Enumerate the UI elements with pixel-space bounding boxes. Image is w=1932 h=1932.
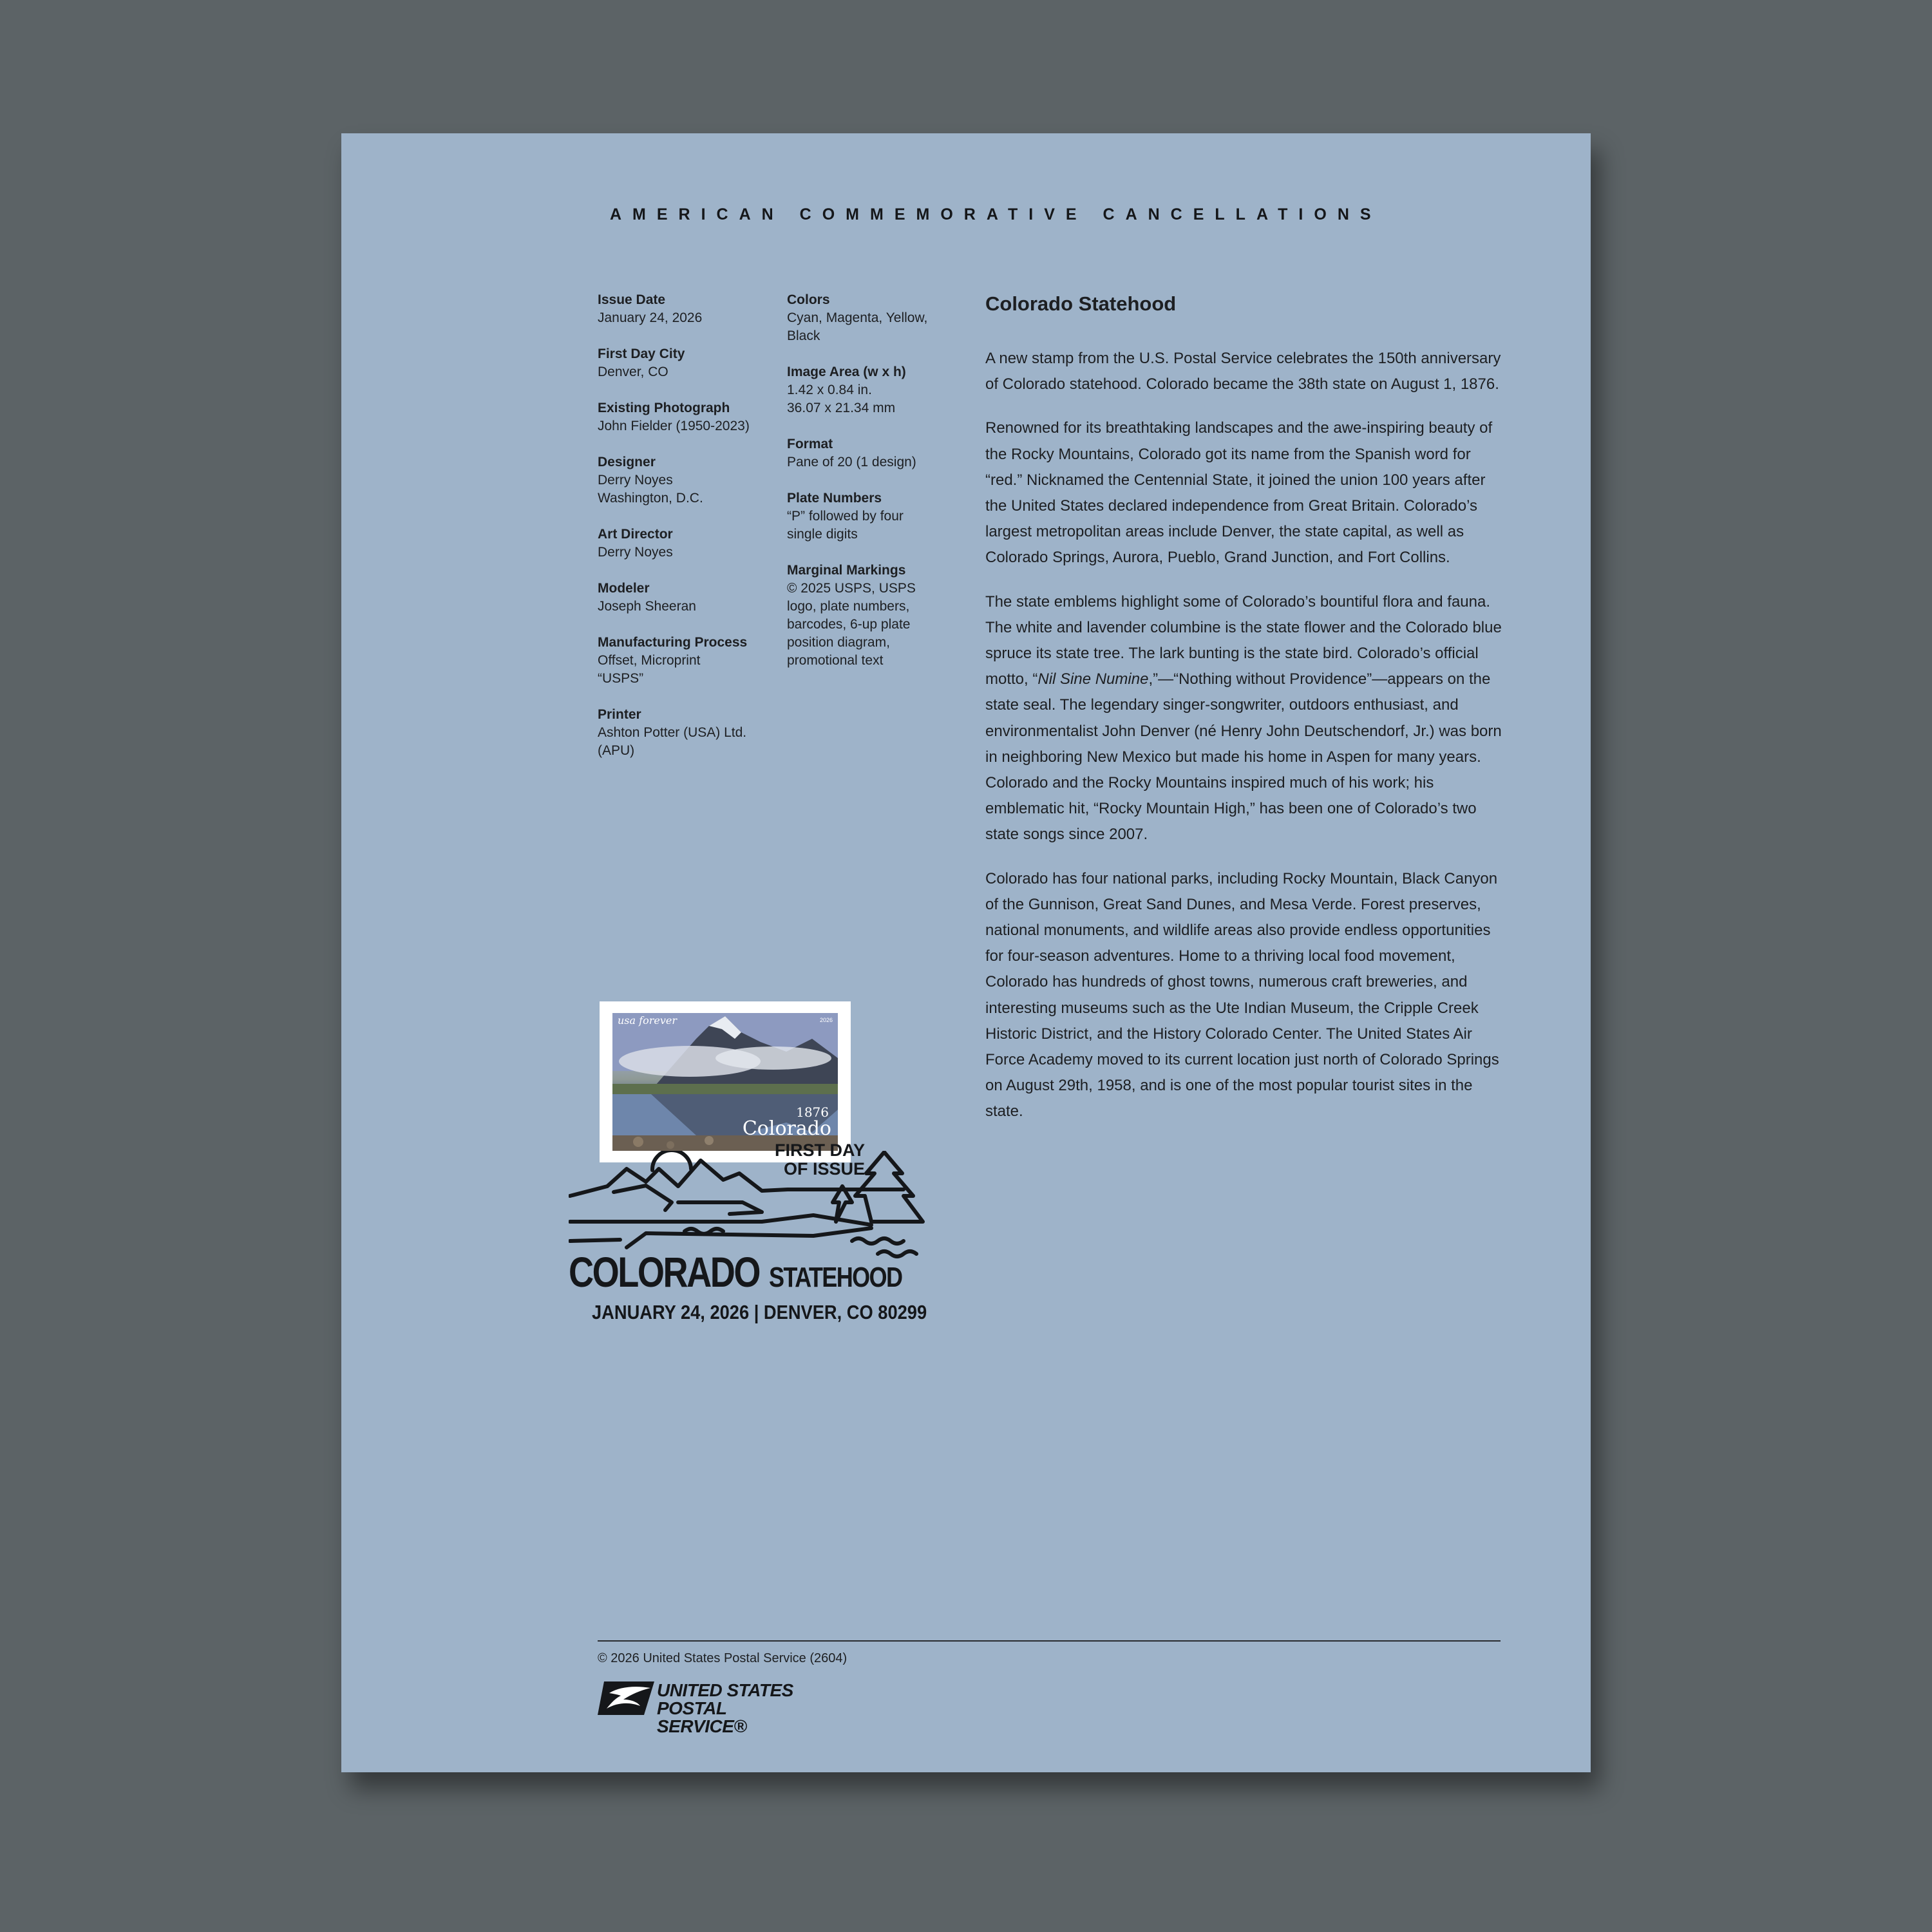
spec-value: Derry Noyes Washington, D.C. — [598, 473, 703, 506]
spec-format — [787, 435, 948, 471]
specs-column-1 — [598, 291, 772, 778]
spec-label: Colors — [787, 292, 830, 307]
article-paragraph — [985, 589, 1507, 848]
article-paragraph: A new stamp from the U.S. Postal Service celebrates the 150th anniversary of Colorado statehood. Colorado became the 38th state on August 1, 1876. — [985, 350, 1501, 393]
spec-first-day-city — [598, 345, 772, 381]
article-paragraph: Colorado has four national parks, including Rocky Mountain, Black Canyon of the Gunnison, Great Sand Dunes, and Mesa Verde. Forest preserves, national monuments, and wildlife areas also provide endless opportunities for four-season adventures. Home to a thriving local food movement, Colorado has hundreds of ghost towns, numerous craft breweries, and interesting museums such as the Ute Indian Museum, the Cripple Creek Historic District, and the History Colorado Center. The United States Air Force Academy moved to its current location just north of Colorado Springs on August 29th, 1958, and is one of the most popular tourist sites in the state. — [985, 869, 1499, 1121]
spec-value: Ashton Potter (USA) Ltd. (APU) — [598, 725, 747, 758]
spec-value: Cyan, Magenta, Yellow, Black — [787, 310, 928, 343]
stamp-name: Colorado — [742, 1117, 831, 1140]
spec-label: Art Director — [598, 527, 673, 542]
cancellation-title-small: STATEHOOD — [768, 1262, 902, 1293]
cancellation-title — [569, 1247, 931, 1296]
spec-colors — [787, 291, 948, 345]
spec-marginal-markings — [787, 562, 948, 670]
spec-label: First Day City — [598, 346, 685, 361]
cancellation-title-big: COLORADO — [569, 1248, 760, 1296]
spec-label: Plate Numbers — [787, 491, 882, 506]
usps-logo-text: UNITED STATES POSTAL SERVICE® — [657, 1680, 793, 1736]
spec-value: Denver, CO — [598, 365, 668, 379]
spec-value: Pane of 20 (1 design) — [787, 455, 916, 469]
spec-issue-date — [598, 291, 772, 327]
fdi-line-1: FIRST DAY — [774, 1141, 865, 1160]
stamp-brand: usa forever — [618, 1014, 677, 1027]
article-title: Colorado Statehood — [985, 292, 1177, 315]
first-day-of-issue-label — [762, 1141, 865, 1179]
first-day-cover — [569, 990, 929, 1344]
spec-art-director — [598, 526, 772, 562]
spec-label: Existing Photograph — [598, 401, 730, 415]
spec-label: Image Area (w x h) — [787, 365, 906, 379]
spec-modeler — [598, 580, 772, 616]
spec-label: Format — [787, 437, 833, 451]
fdi-line-2: OF ISSUE — [783, 1159, 865, 1179]
spec-label: Issue Date — [598, 292, 666, 307]
spec-existing-photograph — [598, 399, 772, 435]
cancellation-date-location: JANUARY 24, 2026 | DENVER, CO 80299 — [592, 1301, 927, 1323]
spec-label: Marginal Markings — [787, 563, 906, 578]
usps-eagle-icon — [598, 1680, 656, 1716]
article-paragraph: Renowned for its breathtaking landscapes and the awe-inspiring beauty of the Rocky Mountains, Colorado got its name from the Spanish word for “red.” Nicknamed the Centennial State, it joined the union 100 years after the United States declared independence from Great Britain. Colorado’s largest metropolitan areas include Denver, the state capital, as well as Colorado Springs, Aurora, Pueblo, Grand Junction, and Fort Collins. — [985, 419, 1493, 567]
spec-image-area — [787, 363, 948, 417]
spec-printer — [598, 706, 772, 760]
spec-label: Designer — [598, 455, 656, 469]
spec-value: John Fielder (1950-2023) — [598, 419, 750, 433]
cancellation-mountains-icon — [569, 1151, 929, 1260]
spec-manufacturing-process — [598, 634, 772, 688]
spec-value: January 24, 2026 — [598, 310, 703, 325]
spec-value: Derry Noyes — [598, 545, 673, 560]
spec-plate-numbers — [787, 489, 948, 544]
sheet-header: AMERICAN COMMEMORATIVE CANCELLATIONS — [610, 205, 1382, 223]
footer-divider — [598, 1640, 1501, 1642]
usps-logo — [598, 1680, 817, 1736]
spec-value: Joseph Sheeran — [598, 599, 696, 614]
spec-label: Manufacturing Process — [598, 635, 748, 650]
spec-label: Modeler — [598, 581, 650, 596]
specs-column-2 — [787, 291, 948, 688]
text-run: ,”—“Nothing without Providence”—appears on the state seal. The legendary singer-songwriter, outdoors enthusiast, and environmentalist John Denver (né Henry John Deutschendorf, Jr.) was born in neighboring New Mexico but made his home in Aspen for many years. Colorado and the Rocky Mountains inspired much of his work; his emblematic hit, “Rocky Mountain High,” has been one of Colorado’s two state songs since 2007. — [985, 670, 1502, 844]
spec-value: “P” followed by four single digits — [787, 509, 904, 542]
stamp-announcement-sheet — [341, 133, 1591, 1772]
stamp-year-small: 2026 — [819, 1017, 833, 1023]
stamp — [600, 1001, 851, 1162]
motto-italic: Nil Sine Numine — [1037, 670, 1149, 688]
spec-label: Printer — [598, 707, 641, 722]
spec-value: Offset, Microprint “USPS” — [598, 653, 701, 686]
article — [985, 291, 1507, 1143]
copyright-text: © 2026 United States Postal Service (2604) — [598, 1651, 848, 1665]
stamp-year: 1876 — [796, 1104, 829, 1120]
spec-value: © 2025 USPS, USPS logo, plate numbers, barcodes, 6-up plate position diagram, promotional text — [787, 581, 916, 668]
spec-value: 1.42 x 0.84 in. 36.07 x 21.34 mm — [787, 383, 896, 415]
spec-designer — [598, 453, 772, 507]
text-run: The state emblems highlight some of Colorado’s bountiful flora and fauna. The white and lavender columbine is the state flower and the Colorado blue spruce its state tree. The lark bunting is the state bird. Colorado’s official motto, “ — [985, 592, 1502, 688]
